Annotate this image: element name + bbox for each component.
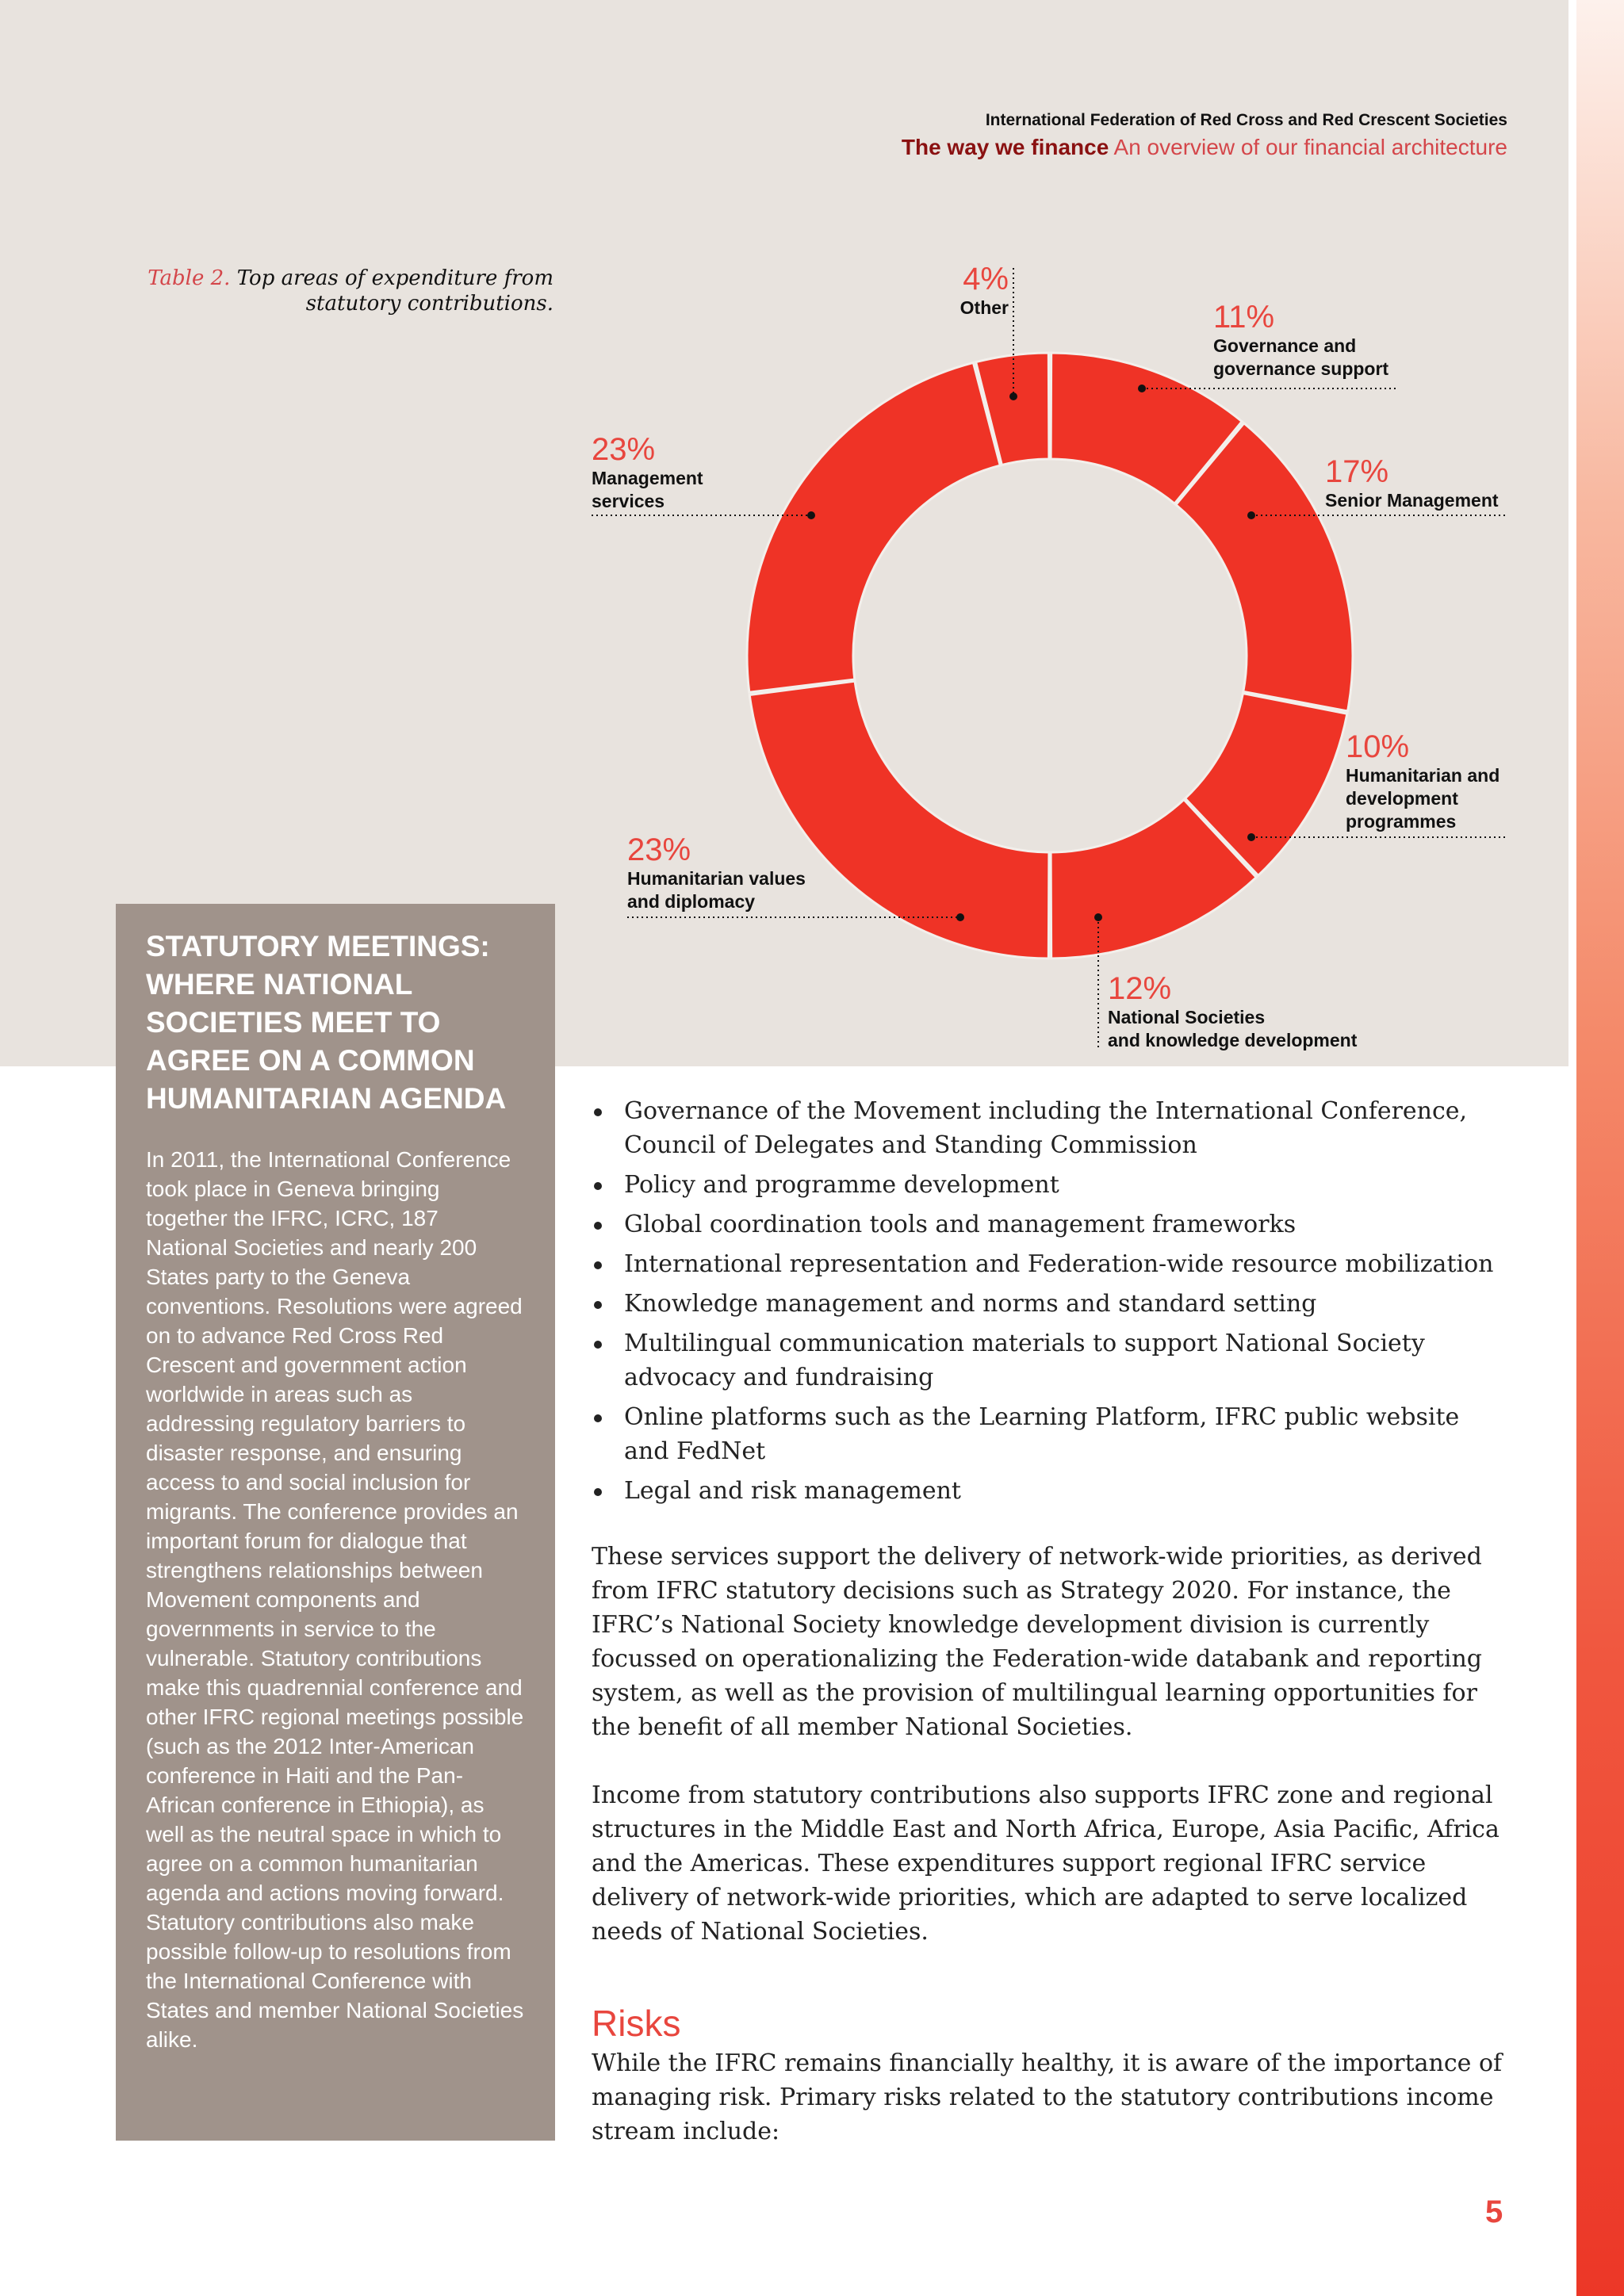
table-caption-text: Top areas of expenditure from statutory contributions. [236, 266, 553, 316]
label-senior [1325, 454, 1499, 512]
edge-gradient-strip [1576, 0, 1624, 2296]
label-other [956, 262, 1009, 320]
pct-humdev: 10% [1346, 729, 1410, 764]
label-humval-line2: and diplomacy [627, 891, 756, 912]
label-humval [627, 832, 806, 913]
pct-natsoc: 12% [1108, 971, 1172, 1006]
document-title-strong: The way we finance [901, 135, 1109, 159]
list-item: Global coordination tools and management frameworks [592, 1207, 1511, 1242]
donut-slice-6 [747, 362, 1000, 692]
label-governance-line1: Governance and [1213, 335, 1357, 356]
pct-governance: 11% [1213, 300, 1275, 335]
pct-humval: 23% [627, 832, 691, 867]
risks-text: While the IFRC remains financially healthy, it is aware of the importance of managing risk. Primary risks related to the statutory contributions income stream include: [592, 2049, 1503, 2145]
label-humdev [1346, 729, 1500, 833]
label-humdev-line3: programmes [1346, 811, 1457, 832]
label-natsoc-line2: and knowledge development [1108, 1030, 1358, 1050]
donut-slices [747, 353, 1353, 959]
label-senior-text: Senior Management [1325, 490, 1499, 511]
label-governance [1213, 300, 1388, 381]
list-item: Policy and programme development [592, 1168, 1511, 1202]
sidebar-box [116, 904, 555, 2141]
label-natsoc-line1: National Societies [1108, 1007, 1266, 1027]
label-humdev-line2: development [1346, 788, 1458, 809]
table-number: Table 2. [147, 266, 231, 290]
dot-humval [956, 913, 964, 921]
organization-name: International Federation of Red Cross and Red Crescent Societies [985, 111, 1507, 129]
label-mgmt-line2: services [592, 491, 665, 511]
dot-governance [1138, 385, 1146, 392]
pct-senior: 17% [1325, 454, 1389, 489]
dot-senior [1247, 511, 1255, 519]
pct-mgmt: 23% [592, 432, 656, 467]
risks-heading: Risks [592, 2003, 681, 2044]
list-item: Legal and risk management [592, 1474, 1511, 1508]
page-number: 5 [1485, 2195, 1503, 2229]
list-item: Multilingual communication materials to support National Society advocacy and fundraising [592, 1326, 1511, 1395]
label-humdev-line1: Humanitarian and [1346, 765, 1500, 786]
list-item: Governance of the Movement including the International Conference, Council of Delegates and Standing Commission [592, 1094, 1511, 1162]
dot-humdev [1247, 833, 1255, 841]
sidebar-body: In 2011, the International Conference took place in Geneva bringing together the IFRC, ICRC, 187 National Societies and nearly 200 States party to the Geneva conventions. Resolutions were agreed on to advance Red Cross Red Crescent and government action worldwide in areas such as addressing regulatory barriers to disaster response, and ensuring access to and social inclusion for migrants. The conference provides an important forum for dialogue that strengthens relationships between Movement components and governments in service to the vulnerable. Statutory contributions make this quadrennial conference and other IFRC regional meetings possible (such as the 2012 Inter-American conference in Haiti and the Pan-African conference in Ethiopia), as well as the neutral space in which to agree on a common humanitarian agenda and actions moving forward. Statutory contributions also make possible follow-up to resolutions from the International Conference with States and member National Societies alike. [146, 1147, 524, 2052]
dot-other [1009, 392, 1017, 400]
label-humval-line1: Humanitarian values [627, 868, 806, 889]
paragraph-services: These services support the delivery of network-wide priorities, as derived from IFRC statutory decisions such as Strategy 2020. For instance, the IFRC’s National Society knowledge development division is currently focussed on operationalizing the Federation-wide databank and reporting system, as well as the provision of multilingual learning opportunities for the benefit of all member National Societies. [592, 1543, 1483, 1741]
list-item: Online platforms such as the Learning Platform, IFRC public website and FedNet [592, 1400, 1511, 1468]
label-other-text: Other [959, 297, 1009, 318]
dot-mgmt [807, 511, 815, 519]
document-title-light: An overview of our financial architecture [1113, 135, 1507, 159]
sidebar-heading: STATUTORY MEETINGS: WHERE NATIONAL SOCIETIES MEET TO AGREE ON A COMMON HUMANITARIAN AGENDA [146, 930, 507, 1115]
dot-natsoc [1094, 913, 1102, 921]
label-mgmt-line1: Management [592, 468, 703, 488]
main-content [592, 1094, 1511, 1949]
list-item: Knowledge management and norms and standard setting [592, 1287, 1511, 1321]
list-item: International representation and Federation-wide resource mobilization [592, 1247, 1511, 1281]
paragraph-regional: Income from statutory contributions also supports IFRC zone and regional structures in the Middle East and North Africa, Europe, Asia Pacific, Africa and the Americas. These expenditures support regional IFRC service delivery of network-wide priorities, which are adapted to serve localized needs of National Societies. [592, 1781, 1500, 1946]
pct-other: 4% [963, 262, 1009, 297]
services-list [592, 1094, 1511, 1508]
label-mgmt [592, 432, 703, 513]
label-governance-line2: governance support [1213, 358, 1389, 379]
label-natsoc [1108, 971, 1357, 1052]
